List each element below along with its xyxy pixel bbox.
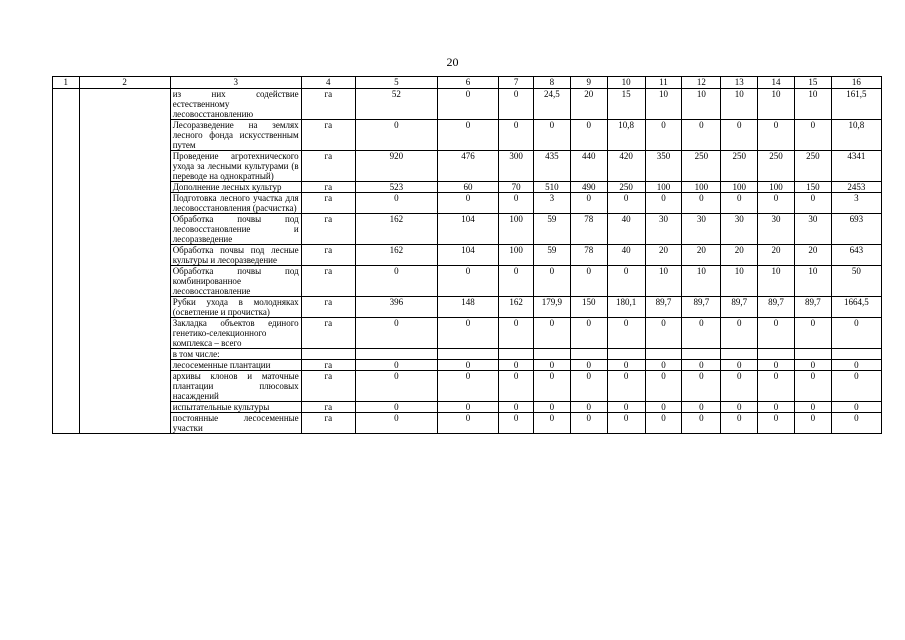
total-value-cell: 50 xyxy=(831,266,881,297)
unit-cell: га xyxy=(301,182,355,193)
row-category-cell xyxy=(79,182,170,193)
value-cell: 0 xyxy=(682,193,721,214)
row-category-cell xyxy=(79,349,170,360)
value-cell: 89,7 xyxy=(794,297,831,318)
value-cell: 10 xyxy=(682,89,721,120)
value-cell: 89,7 xyxy=(721,297,758,318)
value-cell: 15 xyxy=(607,89,645,120)
unit-cell: га xyxy=(301,266,355,297)
value-cell: 10 xyxy=(645,89,682,120)
value-cell: 10 xyxy=(794,89,831,120)
table-row xyxy=(53,371,882,402)
value-cell: 920 xyxy=(355,151,437,182)
value-cell: 250 xyxy=(794,151,831,182)
value-cell: 0 xyxy=(682,371,721,402)
value-cell: 162 xyxy=(355,245,437,266)
value-cell: 52 xyxy=(355,89,437,120)
activity-name-cell: Обработка почвы под комбинированное лесовосстановление xyxy=(170,266,301,297)
value-cell: 0 xyxy=(570,318,607,349)
value-cell: 78 xyxy=(570,214,607,245)
value-cell: 0 xyxy=(437,318,498,349)
value-cell: 0 xyxy=(355,402,437,413)
column-number-1: 1 xyxy=(53,77,80,89)
value-cell: 30 xyxy=(721,214,758,245)
value-cell: 0 xyxy=(437,120,498,151)
value-cell xyxy=(607,349,645,360)
value-cell: 59 xyxy=(534,245,571,266)
value-cell: 0 xyxy=(499,120,534,151)
column-number-2: 2 xyxy=(79,77,170,89)
value-cell: 0 xyxy=(437,402,498,413)
unit-cell: га xyxy=(301,360,355,371)
total-value-cell: 0 xyxy=(831,318,881,349)
value-cell: 510 xyxy=(534,182,571,193)
unit-cell: га xyxy=(301,193,355,214)
value-cell: 0 xyxy=(437,413,498,434)
value-cell: 0 xyxy=(534,360,571,371)
value-cell: 104 xyxy=(437,214,498,245)
row-number-cell xyxy=(53,360,80,371)
table-row xyxy=(53,214,882,245)
value-cell: 0 xyxy=(758,371,795,402)
value-cell: 30 xyxy=(758,214,795,245)
value-cell: 0 xyxy=(570,120,607,151)
value-cell: 150 xyxy=(794,182,831,193)
row-number-cell xyxy=(53,266,80,297)
activity-name-cell: Обработка почвы под лесовосстановление и лесоразведение xyxy=(170,214,301,245)
value-cell: 0 xyxy=(499,371,534,402)
value-cell: 30 xyxy=(794,214,831,245)
value-cell: 0 xyxy=(794,402,831,413)
value-cell: 100 xyxy=(682,182,721,193)
value-cell: 0 xyxy=(570,360,607,371)
value-cell xyxy=(682,349,721,360)
value-cell: 148 xyxy=(437,297,498,318)
row-category-cell xyxy=(79,266,170,297)
value-cell: 0 xyxy=(570,371,607,402)
value-cell: 0 xyxy=(534,371,571,402)
total-value-cell: 0 xyxy=(831,360,881,371)
value-cell: 162 xyxy=(355,214,437,245)
total-value-cell: 0 xyxy=(831,413,881,434)
table-row xyxy=(53,182,882,193)
value-cell: 10 xyxy=(794,266,831,297)
value-cell: 10 xyxy=(721,89,758,120)
value-cell: 40 xyxy=(607,214,645,245)
value-cell: 0 xyxy=(499,89,534,120)
value-cell: 440 xyxy=(570,151,607,182)
value-cell: 0 xyxy=(721,318,758,349)
table-row xyxy=(53,151,882,182)
value-cell: 0 xyxy=(570,193,607,214)
value-cell: 100 xyxy=(499,245,534,266)
total-value-cell: 10,8 xyxy=(831,120,881,151)
value-cell: 24,5 xyxy=(534,89,571,120)
activity-name-cell: испытательные культуры xyxy=(170,402,301,413)
value-cell: 10 xyxy=(645,266,682,297)
value-cell: 250 xyxy=(607,182,645,193)
value-cell: 0 xyxy=(645,413,682,434)
row-category-cell xyxy=(79,151,170,182)
value-cell: 0 xyxy=(499,193,534,214)
column-number-7: 7 xyxy=(499,77,534,89)
value-cell: 0 xyxy=(645,371,682,402)
value-cell: 30 xyxy=(682,214,721,245)
row-category-cell xyxy=(79,402,170,413)
column-number-6: 6 xyxy=(437,77,498,89)
table-row xyxy=(53,245,882,266)
row-category-cell xyxy=(79,214,170,245)
value-cell: 0 xyxy=(758,413,795,434)
value-cell: 0 xyxy=(721,360,758,371)
value-cell: 100 xyxy=(721,182,758,193)
value-cell: 350 xyxy=(645,151,682,182)
row-number-cell xyxy=(53,182,80,193)
row-category-cell xyxy=(79,120,170,151)
value-cell: 0 xyxy=(499,413,534,434)
table-row xyxy=(53,266,882,297)
value-cell: 0 xyxy=(570,402,607,413)
column-number-15: 15 xyxy=(794,77,831,89)
value-cell: 100 xyxy=(499,214,534,245)
value-cell: 0 xyxy=(534,413,571,434)
value-cell: 10 xyxy=(721,266,758,297)
value-cell: 396 xyxy=(355,297,437,318)
value-cell: 490 xyxy=(570,182,607,193)
row-number-cell xyxy=(53,402,80,413)
unit-cell: га xyxy=(301,151,355,182)
value-cell: 0 xyxy=(607,193,645,214)
total-value-cell: 643 xyxy=(831,245,881,266)
value-cell: 420 xyxy=(607,151,645,182)
activity-name-cell: Закладка объектов единого генетико-селекционного комплекса – всего xyxy=(170,318,301,349)
value-cell: 0 xyxy=(794,120,831,151)
value-cell: 0 xyxy=(758,360,795,371)
value-cell: 0 xyxy=(607,413,645,434)
activity-name-cell: Обработка почвы под лесные культуры и лесоразведение xyxy=(170,245,301,266)
column-number-3: 3 xyxy=(170,77,301,89)
table-row xyxy=(53,120,882,151)
value-cell: 0 xyxy=(721,120,758,151)
value-cell: 0 xyxy=(355,360,437,371)
value-cell: 0 xyxy=(355,371,437,402)
value-cell: 10 xyxy=(758,266,795,297)
value-cell: 0 xyxy=(607,402,645,413)
value-cell: 0 xyxy=(570,266,607,297)
total-value-cell: 1664,5 xyxy=(831,297,881,318)
value-cell: 0 xyxy=(758,120,795,151)
row-number-cell xyxy=(53,318,80,349)
table-row xyxy=(53,89,882,120)
unit-cell: га xyxy=(301,214,355,245)
activity-name-cell: Дополнение лесных культур xyxy=(170,182,301,193)
value-cell: 0 xyxy=(499,266,534,297)
value-cell: 0 xyxy=(758,402,795,413)
value-cell: 250 xyxy=(721,151,758,182)
total-value-cell: 0 xyxy=(831,402,881,413)
row-category-cell xyxy=(79,360,170,371)
value-cell: 0 xyxy=(794,193,831,214)
value-cell: 0 xyxy=(794,371,831,402)
total-value-cell: 3 xyxy=(831,193,881,214)
value-cell: 89,7 xyxy=(682,297,721,318)
column-number-12: 12 xyxy=(682,77,721,89)
value-cell: 3 xyxy=(534,193,571,214)
value-cell: 10,8 xyxy=(607,120,645,151)
row-number-cell xyxy=(53,413,80,434)
row-number-cell xyxy=(53,349,80,360)
row-category-cell xyxy=(79,193,170,214)
value-cell xyxy=(721,349,758,360)
value-cell: 250 xyxy=(682,151,721,182)
value-cell: 0 xyxy=(437,193,498,214)
value-cell: 0 xyxy=(721,193,758,214)
column-number-9: 9 xyxy=(570,77,607,89)
value-cell: 0 xyxy=(607,371,645,402)
row-number-cell xyxy=(53,89,80,120)
value-cell: 89,7 xyxy=(758,297,795,318)
row-number-cell xyxy=(53,151,80,182)
page-number: 20 xyxy=(446,55,459,69)
value-cell: 104 xyxy=(437,245,498,266)
value-cell: 60 xyxy=(437,182,498,193)
unit-cell: га xyxy=(301,402,355,413)
value-cell: 0 xyxy=(534,318,571,349)
value-cell: 0 xyxy=(437,360,498,371)
value-cell xyxy=(645,349,682,360)
value-cell: 0 xyxy=(534,402,571,413)
value-cell xyxy=(758,349,795,360)
value-cell: 0 xyxy=(682,318,721,349)
column-number-10: 10 xyxy=(607,77,645,89)
value-cell: 100 xyxy=(758,182,795,193)
row-category-cell xyxy=(79,297,170,318)
forestry-activities-table xyxy=(52,76,882,434)
activity-name-cell: в том числе: xyxy=(170,349,301,360)
value-cell: 0 xyxy=(437,371,498,402)
value-cell: 40 xyxy=(607,245,645,266)
value-cell: 162 xyxy=(499,297,534,318)
value-cell: 0 xyxy=(355,318,437,349)
column-number-16: 16 xyxy=(831,77,881,89)
row-category-cell xyxy=(79,89,170,120)
value-cell: 0 xyxy=(645,318,682,349)
unit-cell: га xyxy=(301,371,355,402)
value-cell: 0 xyxy=(437,266,498,297)
row-category-cell xyxy=(79,318,170,349)
value-cell: 0 xyxy=(758,193,795,214)
total-value-cell xyxy=(831,349,881,360)
value-cell: 150 xyxy=(570,297,607,318)
table-row xyxy=(53,360,882,371)
table-row xyxy=(53,318,882,349)
value-cell: 0 xyxy=(607,266,645,297)
value-cell: 0 xyxy=(499,402,534,413)
activity-name-cell: Рубки ухода в молодняках (осветление и прочистка) xyxy=(170,297,301,318)
value-cell: 20 xyxy=(645,245,682,266)
value-cell: 476 xyxy=(437,151,498,182)
value-cell: 0 xyxy=(721,371,758,402)
row-category-cell xyxy=(79,413,170,434)
value-cell: 20 xyxy=(721,245,758,266)
value-cell: 20 xyxy=(794,245,831,266)
unit-cell: га xyxy=(301,89,355,120)
column-number-8: 8 xyxy=(534,77,571,89)
value-cell: 0 xyxy=(682,120,721,151)
value-cell: 435 xyxy=(534,151,571,182)
value-cell: 0 xyxy=(794,413,831,434)
value-cell: 100 xyxy=(645,182,682,193)
value-cell xyxy=(355,349,437,360)
column-number-4: 4 xyxy=(301,77,355,89)
unit-cell: га xyxy=(301,120,355,151)
value-cell: 0 xyxy=(499,318,534,349)
value-cell xyxy=(794,349,831,360)
column-number-11: 11 xyxy=(645,77,682,89)
value-cell: 0 xyxy=(355,266,437,297)
value-cell: 0 xyxy=(534,266,571,297)
value-cell: 179,9 xyxy=(534,297,571,318)
value-cell: 250 xyxy=(758,151,795,182)
value-cell: 0 xyxy=(355,413,437,434)
value-cell: 78 xyxy=(570,245,607,266)
activity-name-cell: Проведение агротехнического ухода за лесными культурами (в переводе на однократный) xyxy=(170,151,301,182)
activity-name-cell: архивы клонов и маточные плантации плюсовых насаждений xyxy=(170,371,301,402)
value-cell: 0 xyxy=(794,360,831,371)
total-value-cell: 4341 xyxy=(831,151,881,182)
value-cell xyxy=(437,349,498,360)
value-cell: 70 xyxy=(499,182,534,193)
value-cell: 0 xyxy=(570,413,607,434)
table-row xyxy=(53,193,882,214)
value-cell: 0 xyxy=(645,120,682,151)
activity-name-cell: постоянные лесосеменные участки xyxy=(170,413,301,434)
row-number-cell xyxy=(53,245,80,266)
row-number-cell xyxy=(53,297,80,318)
value-cell: 0 xyxy=(794,318,831,349)
total-value-cell: 693 xyxy=(831,214,881,245)
value-cell: 0 xyxy=(499,360,534,371)
column-number-14: 14 xyxy=(758,77,795,89)
value-cell: 20 xyxy=(570,89,607,120)
value-cell: 180,1 xyxy=(607,297,645,318)
value-cell: 0 xyxy=(721,413,758,434)
column-number-13: 13 xyxy=(721,77,758,89)
value-cell: 0 xyxy=(355,193,437,214)
value-cell: 0 xyxy=(645,193,682,214)
column-number-5: 5 xyxy=(355,77,437,89)
value-cell: 0 xyxy=(682,360,721,371)
column-number-row xyxy=(53,77,882,89)
value-cell: 0 xyxy=(355,120,437,151)
value-cell: 20 xyxy=(758,245,795,266)
value-cell: 523 xyxy=(355,182,437,193)
value-cell: 10 xyxy=(682,266,721,297)
value-cell: 0 xyxy=(437,89,498,120)
row-number-cell xyxy=(53,371,80,402)
unit-cell: га xyxy=(301,318,355,349)
value-cell: 0 xyxy=(645,402,682,413)
unit-cell: га xyxy=(301,245,355,266)
row-number-cell xyxy=(53,193,80,214)
value-cell: 0 xyxy=(721,402,758,413)
unit-cell: га xyxy=(301,297,355,318)
value-cell: 30 xyxy=(645,214,682,245)
value-cell: 0 xyxy=(758,318,795,349)
value-cell: 59 xyxy=(534,214,571,245)
activity-name-cell: Подготовка лесного участка для лесовосстановления (расчистка) xyxy=(170,193,301,214)
table-row xyxy=(53,349,882,360)
total-value-cell: 2453 xyxy=(831,182,881,193)
activity-name-cell: Лесоразведение на землях лесного фонда искусственным путем xyxy=(170,120,301,151)
value-cell xyxy=(570,349,607,360)
row-category-cell xyxy=(79,245,170,266)
table-row xyxy=(53,402,882,413)
value-cell: 10 xyxy=(758,89,795,120)
value-cell: 300 xyxy=(499,151,534,182)
value-cell: 0 xyxy=(682,402,721,413)
value-cell: 0 xyxy=(534,120,571,151)
value-cell: 0 xyxy=(607,360,645,371)
total-value-cell: 161,5 xyxy=(831,89,881,120)
row-category-cell xyxy=(79,371,170,402)
value-cell: 0 xyxy=(645,360,682,371)
row-number-cell xyxy=(53,120,80,151)
activity-name-cell: из них содействие естественному лесовосстановлению xyxy=(170,89,301,120)
unit-cell xyxy=(301,349,355,360)
value-cell: 20 xyxy=(682,245,721,266)
total-value-cell: 0 xyxy=(831,371,881,402)
table-row xyxy=(53,413,882,434)
value-cell: 0 xyxy=(682,413,721,434)
value-cell: 0 xyxy=(607,318,645,349)
activity-name-cell: лесосеменные плантации xyxy=(170,360,301,371)
value-cell: 89,7 xyxy=(645,297,682,318)
table-row xyxy=(53,297,882,318)
unit-cell: га xyxy=(301,413,355,434)
value-cell xyxy=(534,349,571,360)
row-number-cell xyxy=(53,214,80,245)
value-cell xyxy=(499,349,534,360)
